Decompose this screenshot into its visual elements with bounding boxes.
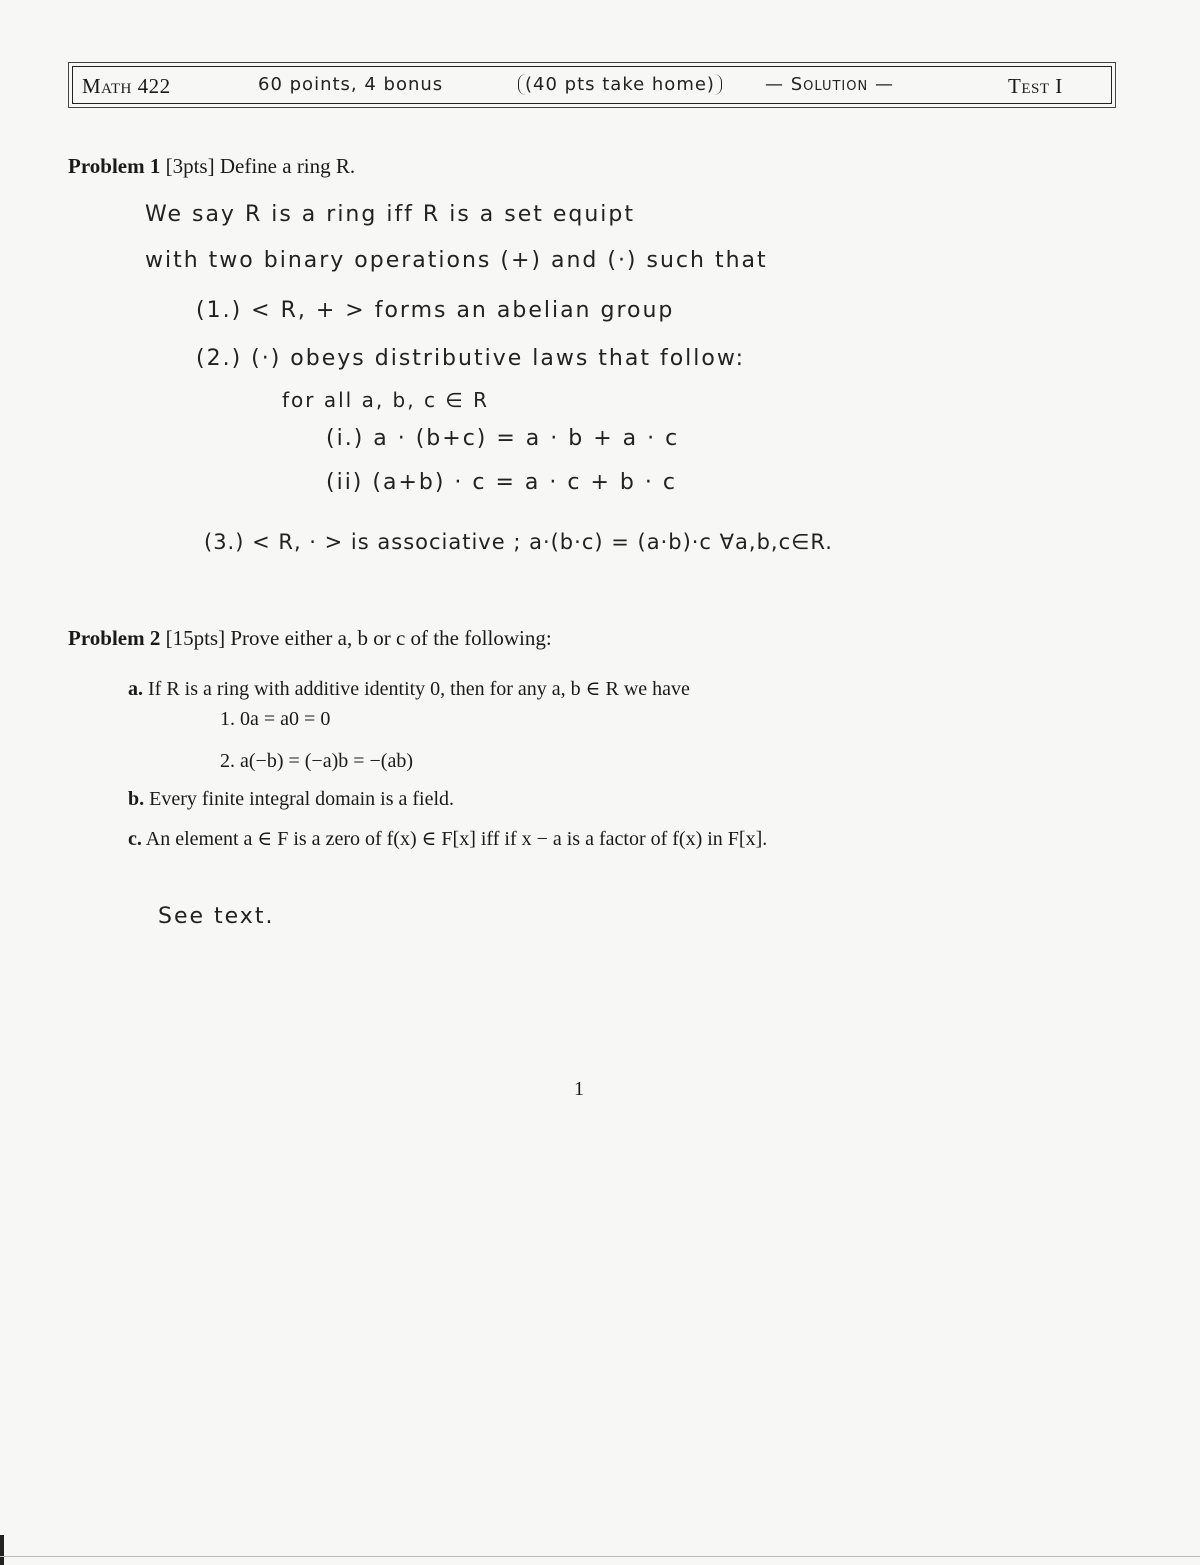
problem2-heading [68, 626, 552, 651]
item-b-text: Every finite integral domain is a field. [149, 788, 455, 810]
item-b-label: b. [128, 788, 145, 810]
answer1-line7: (ii) (a+b) · c = a · c + b · c [326, 470, 677, 495]
item-a-sub2: 2. a(−b) = (−a)b = −(ab) [220, 750, 413, 772]
problem2-label: Problem 2 [68, 626, 161, 650]
problem1-text: Define a ring R. [219, 154, 356, 178]
problem2-item-a [128, 676, 690, 701]
answer1-line4: (2.) (·) obeys distributive laws that follow: [196, 346, 746, 371]
problem2-item-c [128, 826, 767, 851]
scan-edge-mark [0, 1535, 4, 1565]
problem2-item-b [128, 788, 454, 811]
answer1-line5: for all a, b, c ∈ R [282, 388, 489, 412]
header-take-home [518, 74, 722, 95]
scan-edge-line [0, 1556, 1200, 1557]
header-solution: — Solution — [765, 74, 894, 95]
test-title: Test I [1008, 74, 1063, 98]
problem2-points: [15pts] [165, 626, 226, 650]
answer2: See text. [158, 904, 275, 929]
problem1-heading [68, 154, 355, 179]
item-a-sub1: 1. 0a = a0 = 0 [220, 708, 331, 730]
header-points: 60 points, 4 bonus [258, 74, 444, 95]
answer1-line6: (i.) a · (b+c) = a · b + a · c [326, 426, 680, 451]
answer1-line1: We say R is a ring iff R is a set equipt [145, 202, 636, 227]
problem1-points: [3pts] [165, 154, 215, 178]
take-home-note: (40 pts take home) [518, 74, 722, 95]
item-a-text: If R is a ring with additive identity 0, then for any a, b ∈ R we have [148, 678, 690, 700]
problem1-label: Problem 1 [68, 154, 161, 178]
answer1-line2: with two binary operations (+) and (·) such that [145, 248, 768, 273]
problem2-text: Prove either a, b or c of the following: [230, 626, 552, 650]
answer1-line3: (1.) < R, + > forms an abelian group [196, 298, 675, 323]
answer1-line8: (3.) < R, · > is associative ; a·(b·c) = (a·b)·c ∀a,b,c∈R. [204, 530, 833, 554]
page-number: 1 [574, 1078, 584, 1100]
item-c-label: c. [128, 828, 142, 850]
item-c-text: An element a ∈ F is a zero of f(x) ∈ F[x] iff if x − a is a factor of f(x) in F[x]. [145, 828, 768, 850]
item-a-label: a. [128, 678, 143, 700]
course-title: Math 422 [82, 74, 171, 98]
